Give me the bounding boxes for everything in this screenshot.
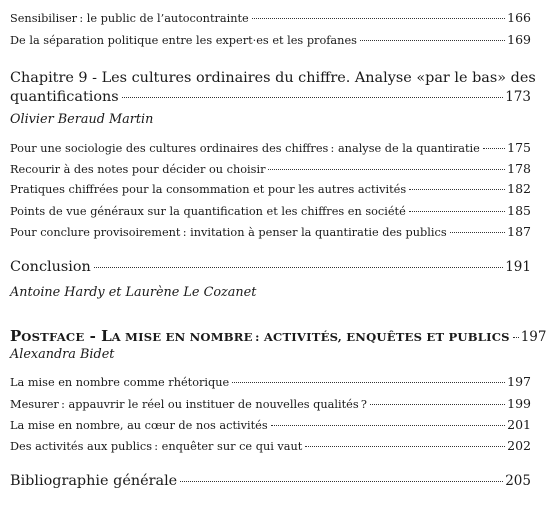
chapter-title[interactable] [10, 69, 536, 107]
toc-entry-title: La mise en nombre, au cœur de nos activités [10, 419, 268, 432]
postface-author: Alexandra Bidet [10, 347, 115, 362]
toc-page-number: 182 [507, 181, 531, 196]
dot-leader [370, 404, 505, 405]
toc-line[interactable] [10, 140, 531, 161]
toc-page-number: 169 [507, 32, 531, 47]
toc-line[interactable] [10, 374, 531, 395]
toc-page-number: 178 [507, 161, 531, 176]
toc-page-number: 201 [507, 417, 531, 432]
postface-title [10, 326, 510, 345]
toc-line[interactable] [10, 10, 531, 31]
conclusion-title: Conclusion [10, 259, 91, 275]
bibliography-title: Bibliographie générale [10, 473, 178, 489]
postface-dash: - [84, 327, 102, 345]
toc-entry-title: Pour conclure provisoirement : invitation à penser la quantiratie des publics [10, 226, 447, 239]
toc-page-number: 175 [507, 140, 531, 155]
postface-word: OSTFACE [21, 330, 85, 344]
dot-leader [180, 481, 503, 482]
toc-line[interactable] [10, 181, 531, 202]
chapter-page-number: 173 [505, 89, 531, 105]
dot-leader [409, 211, 505, 212]
toc-entry-title: Sensibiliser : le public de l’autocontrainte [10, 12, 249, 25]
toc-line[interactable] [10, 203, 531, 224]
dot-leader [360, 40, 505, 41]
dot-leader [450, 232, 506, 233]
toc-page-number: 187 [507, 224, 531, 239]
dot-leader [513, 337, 519, 338]
toc-entry-title: Pour une sociologie des cultures ordinaires des chiffres : analyse de la quantiratie [10, 142, 480, 155]
postface-initial: P [10, 327, 22, 345]
chapter-author: Olivier Beraud Martin [10, 112, 154, 127]
toc-page-number: 197 [520, 329, 547, 345]
dot-leader [232, 382, 505, 383]
toc-line[interactable] [10, 417, 531, 438]
toc-page-number: 205 [505, 473, 531, 489]
toc-page-number: 191 [505, 259, 531, 275]
toc-page-number: 166 [507, 10, 531, 25]
toc-page-number: 199 [507, 396, 531, 411]
dot-leader [483, 148, 505, 149]
dot-leader [409, 189, 505, 190]
dot-leader [94, 267, 503, 268]
toc-line[interactable] [10, 224, 531, 245]
toc-page-number: 202 [507, 438, 531, 453]
toc-line[interactable] [10, 438, 531, 459]
toc-entry-title: Points de vue généraux sur la quantification et les chiffres en société [10, 205, 406, 218]
dot-leader [122, 97, 504, 98]
toc-line[interactable] [10, 32, 531, 53]
toc-line[interactable] [10, 161, 531, 182]
chapter-title-line2: quantifications [10, 89, 119, 105]
dot-leader [305, 446, 505, 447]
toc-entry-title: Des activités aux publics : enquêter sur ce qui vaut [10, 440, 303, 453]
conclusion-author: Antoine Hardy et Laurène Le Cozanet [10, 285, 257, 300]
dot-leader [268, 169, 505, 170]
postface-subtitle: A MISE EN NOMBRE : ACTIVITÉS, ENQUÊTES ET PUBLICS [111, 330, 510, 344]
toc-entry-title: La mise en nombre comme rhétorique [10, 376, 230, 389]
chapter-title-line2-row [10, 88, 531, 107]
toc-line[interactable] [10, 473, 531, 489]
toc-entry-title: De la séparation politique entre les expert·es et les profanes [10, 34, 357, 47]
postface-initial2: L [101, 327, 112, 345]
toc-line[interactable] [10, 326, 547, 345]
toc-entry-title: Mesurer : appauvrir le réel ou instituer de nouvelles qualités ? [10, 398, 367, 411]
toc-entry-title: Pratiques chiffrées pour la consommation et pour les autres activités [10, 183, 407, 196]
chapter-title-line1: Chapitre 9 - Les cultures ordinaires du chiffre. Analyse «par le bas» des [10, 70, 536, 86]
toc-line[interactable] [10, 259, 531, 275]
toc-page-number: 185 [507, 203, 531, 218]
dot-leader [252, 18, 505, 19]
dot-leader [271, 425, 506, 426]
toc-entry-title: Recourir à des notes pour décider ou choisir [10, 163, 266, 176]
toc-page-number: 197 [507, 374, 531, 389]
toc-line[interactable] [10, 396, 531, 417]
